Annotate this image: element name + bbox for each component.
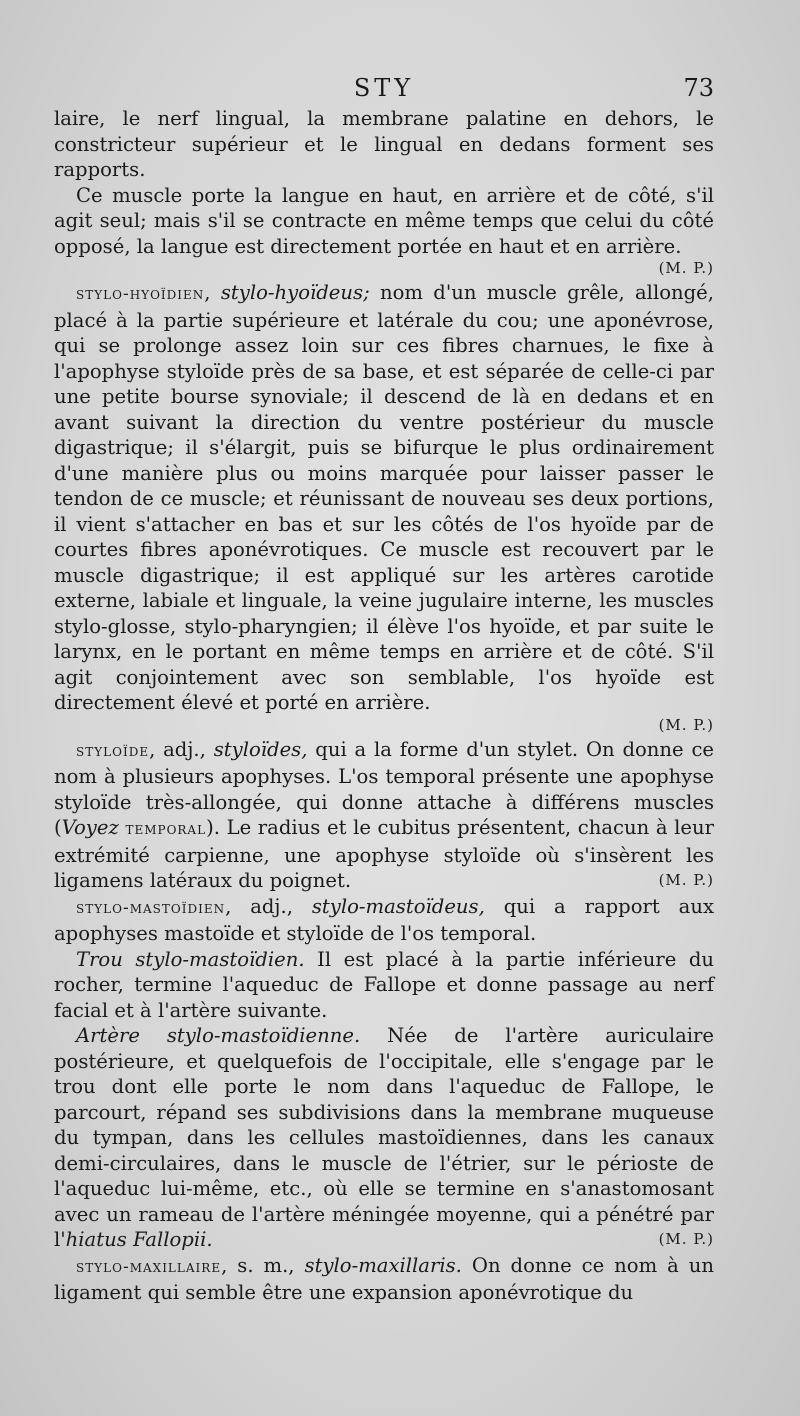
subentry-heading: Artère stylo-mastoïdienne. bbox=[76, 1024, 361, 1047]
entry-grammar: , adj., bbox=[225, 894, 293, 918]
entry-grammar: , s. m., bbox=[221, 1253, 295, 1277]
paragraph-continuation bbox=[54, 106, 714, 183]
subentry-body: Il est placé à la partie inférieure du rocher, termine l'aqueduc de Fallope et donne passage au nerf facial et à l'artère suivante. bbox=[54, 947, 714, 1022]
entry-headword: stylo-maxillaire bbox=[76, 1256, 222, 1277]
entry-body: On donne ce nom à un ligament qui semble être une expansion aponévrotique du bbox=[54, 1253, 715, 1304]
paragraph-text: Ce muscle porte la langue en haut, en arrière et de côté, s'il agit seul; mais s'il se contracte en même temps que celui du côté opposé, la langue est directement portée en haut et en arrière. bbox=[54, 183, 714, 258]
paragraph bbox=[54, 183, 714, 260]
entry-latin: styloïdes, bbox=[213, 737, 308, 761]
dictionary-entry-styloide bbox=[54, 737, 714, 894]
cross-reference-label: Voyez bbox=[61, 816, 119, 839]
subentry-trou-stylo-mastoidien bbox=[54, 947, 714, 1024]
page-body bbox=[54, 106, 714, 1306]
entry-latin: stylo-mastoïdeus, bbox=[311, 894, 485, 918]
paragraph-text: laire, le nerf lingual, la membrane palatine en dehors, le constricteur supérieur et le lingual en dedans forment ses rapports. bbox=[54, 107, 714, 181]
author-signature: (M. P.) bbox=[658, 715, 714, 734]
entry-headword: styloïde bbox=[76, 740, 150, 761]
author-signature: (M. P.) bbox=[658, 259, 714, 277]
subentry-body: Née de l'artère auriculaire postérieure, et quelquefois de l'occipitale, elle s'engage par le trou dont elle porte le nom dans l'aqueduc de Fallope, le parcourt, répand ses subdivisions dans la membrane muqueuse du tympan, dans les cellules mastoïdiennes, dans les canaux demi-circulaires, dans le muscle de l'étrier, sur le périoste de l'aqueduc lui-même, etc., où elle se termine en s'anastomosant avec un rameau de l'artère méningée moyenne, qui a pénétré par l' bbox=[54, 1024, 715, 1251]
entry-body: nom d'un muscle grêle, allongé, placé à la partie supérieure et latérale du cou; une aponévrose, qui se prolonge assez loin sur ces fibres charnues, le fixe à l'apophyse styloïde près de sa base, et est séparée de celle-ci par une petite bourse synoviale; il descend de là en dedans et en avant suivant la direction du ventre postérieur du muscle digastrique; il s'élargit, puis se bifurque le plus ordinairement d'une manière plus ou moins marquée pour laisser passer le tendon de ce muscle; et réunissant de nouveau ses deux portions, il vient s'attacher en bas et sur les côtés de l'os hyoïde par de courtes fibres aponévrotiques. Ce muscle est recouvert par le muscle digastrique; il est appliqué sur les artères carotide externe, labiale et linguale, la veine jugulaire interne, les muscles stylo-glosse, stylo-pharyngien; il élève l'os hyoïde, et par suite le larynx, en le portant en même temps en arrière et de côté. S'il agit conjointement avec son semblable, l'os hyoïde est directement élevé et porté en arrière. bbox=[54, 281, 714, 714]
subentry-latin: hiatus Fallopii. bbox=[65, 1228, 213, 1251]
subentry-artere-stylo-mastoidienne bbox=[54, 1023, 714, 1253]
entry-headword: stylo-hyoïdien bbox=[76, 284, 205, 304]
entry-body: qui a la forme d'un stylet. On donne ce nom à plusieurs apophyses. L'os temporal présente une apophyse styloïde très-allongée, qui donne attache à différens muscles ( bbox=[54, 737, 715, 839]
dictionary-entry-stylo-mastoidien bbox=[54, 894, 714, 947]
entry-body: ). Le radius et le cubitus présentent, chacun à leur extrémité carpienne, une apophyse styloïde où s'insèrent les ligamens latéraux du poignet. bbox=[54, 816, 714, 892]
page-header bbox=[54, 74, 714, 108]
entry-grammar: , adj., bbox=[149, 737, 206, 761]
entry-latin: stylo-maxillaris. bbox=[304, 1253, 462, 1277]
author-signature: (M. P.) bbox=[658, 871, 714, 889]
dictionary-entry-stylo-hyoidien: stylo-hyoïdien, stylo-hyoïdeus; nom d'un muscle grêle, allongé, placé à la partie supérieure et latérale du cou; une aponévrose, qui se prolonge assez loin sur ces fibres charnues, le fixe à l'apophyse styloïde près de sa base, et est séparée de celle-ci par une petite bourse synoviale; il descend de là en dedans et en avant suivant la direction du ventre postérieur du muscle digastrique; il s'élargit, puis se bifurque le plus ordinairement d'une manière plus ou moins marquée pour laisser passer le tendon de ce muscle; et réunissant de nouveau ses deux portions, il vient s'attacher en bas et sur les côtés de l'os hyoïde par de courtes fibres aponévrotiques. Ce muscle est recouvert par le muscle digastrique; il est appliqué sur les artères carotide externe, labiale et linguale, la veine jugulaire interne, les muscles stylo-glosse, stylo-pharyngien; il élève l'os hyoïde, et par suite le larynx, en le portant en même temps en arrière et de côté. S'il agit conjointement avec son semblable, l'os hyoïde est directement élevé et porté en arrière. bbox=[54, 281, 714, 714]
subentry-heading: Trou stylo-mastoïdien. bbox=[76, 947, 305, 971]
page-number: 73 bbox=[683, 74, 714, 102]
entry-headword: stylo-mastoïdien bbox=[76, 897, 226, 918]
dictionary-entry-stylo-maxillaire bbox=[54, 1253, 714, 1306]
entry-body: qui a rapport aux apophyses mastoïde et styloïde de l'os temporal. bbox=[54, 894, 714, 945]
running-head: STY bbox=[353, 74, 415, 102]
cross-reference-target: temporal bbox=[125, 819, 207, 839]
entry-latin: stylo-hyoïdeus; bbox=[220, 281, 370, 304]
author-signature: (M. P.) bbox=[658, 1230, 714, 1248]
